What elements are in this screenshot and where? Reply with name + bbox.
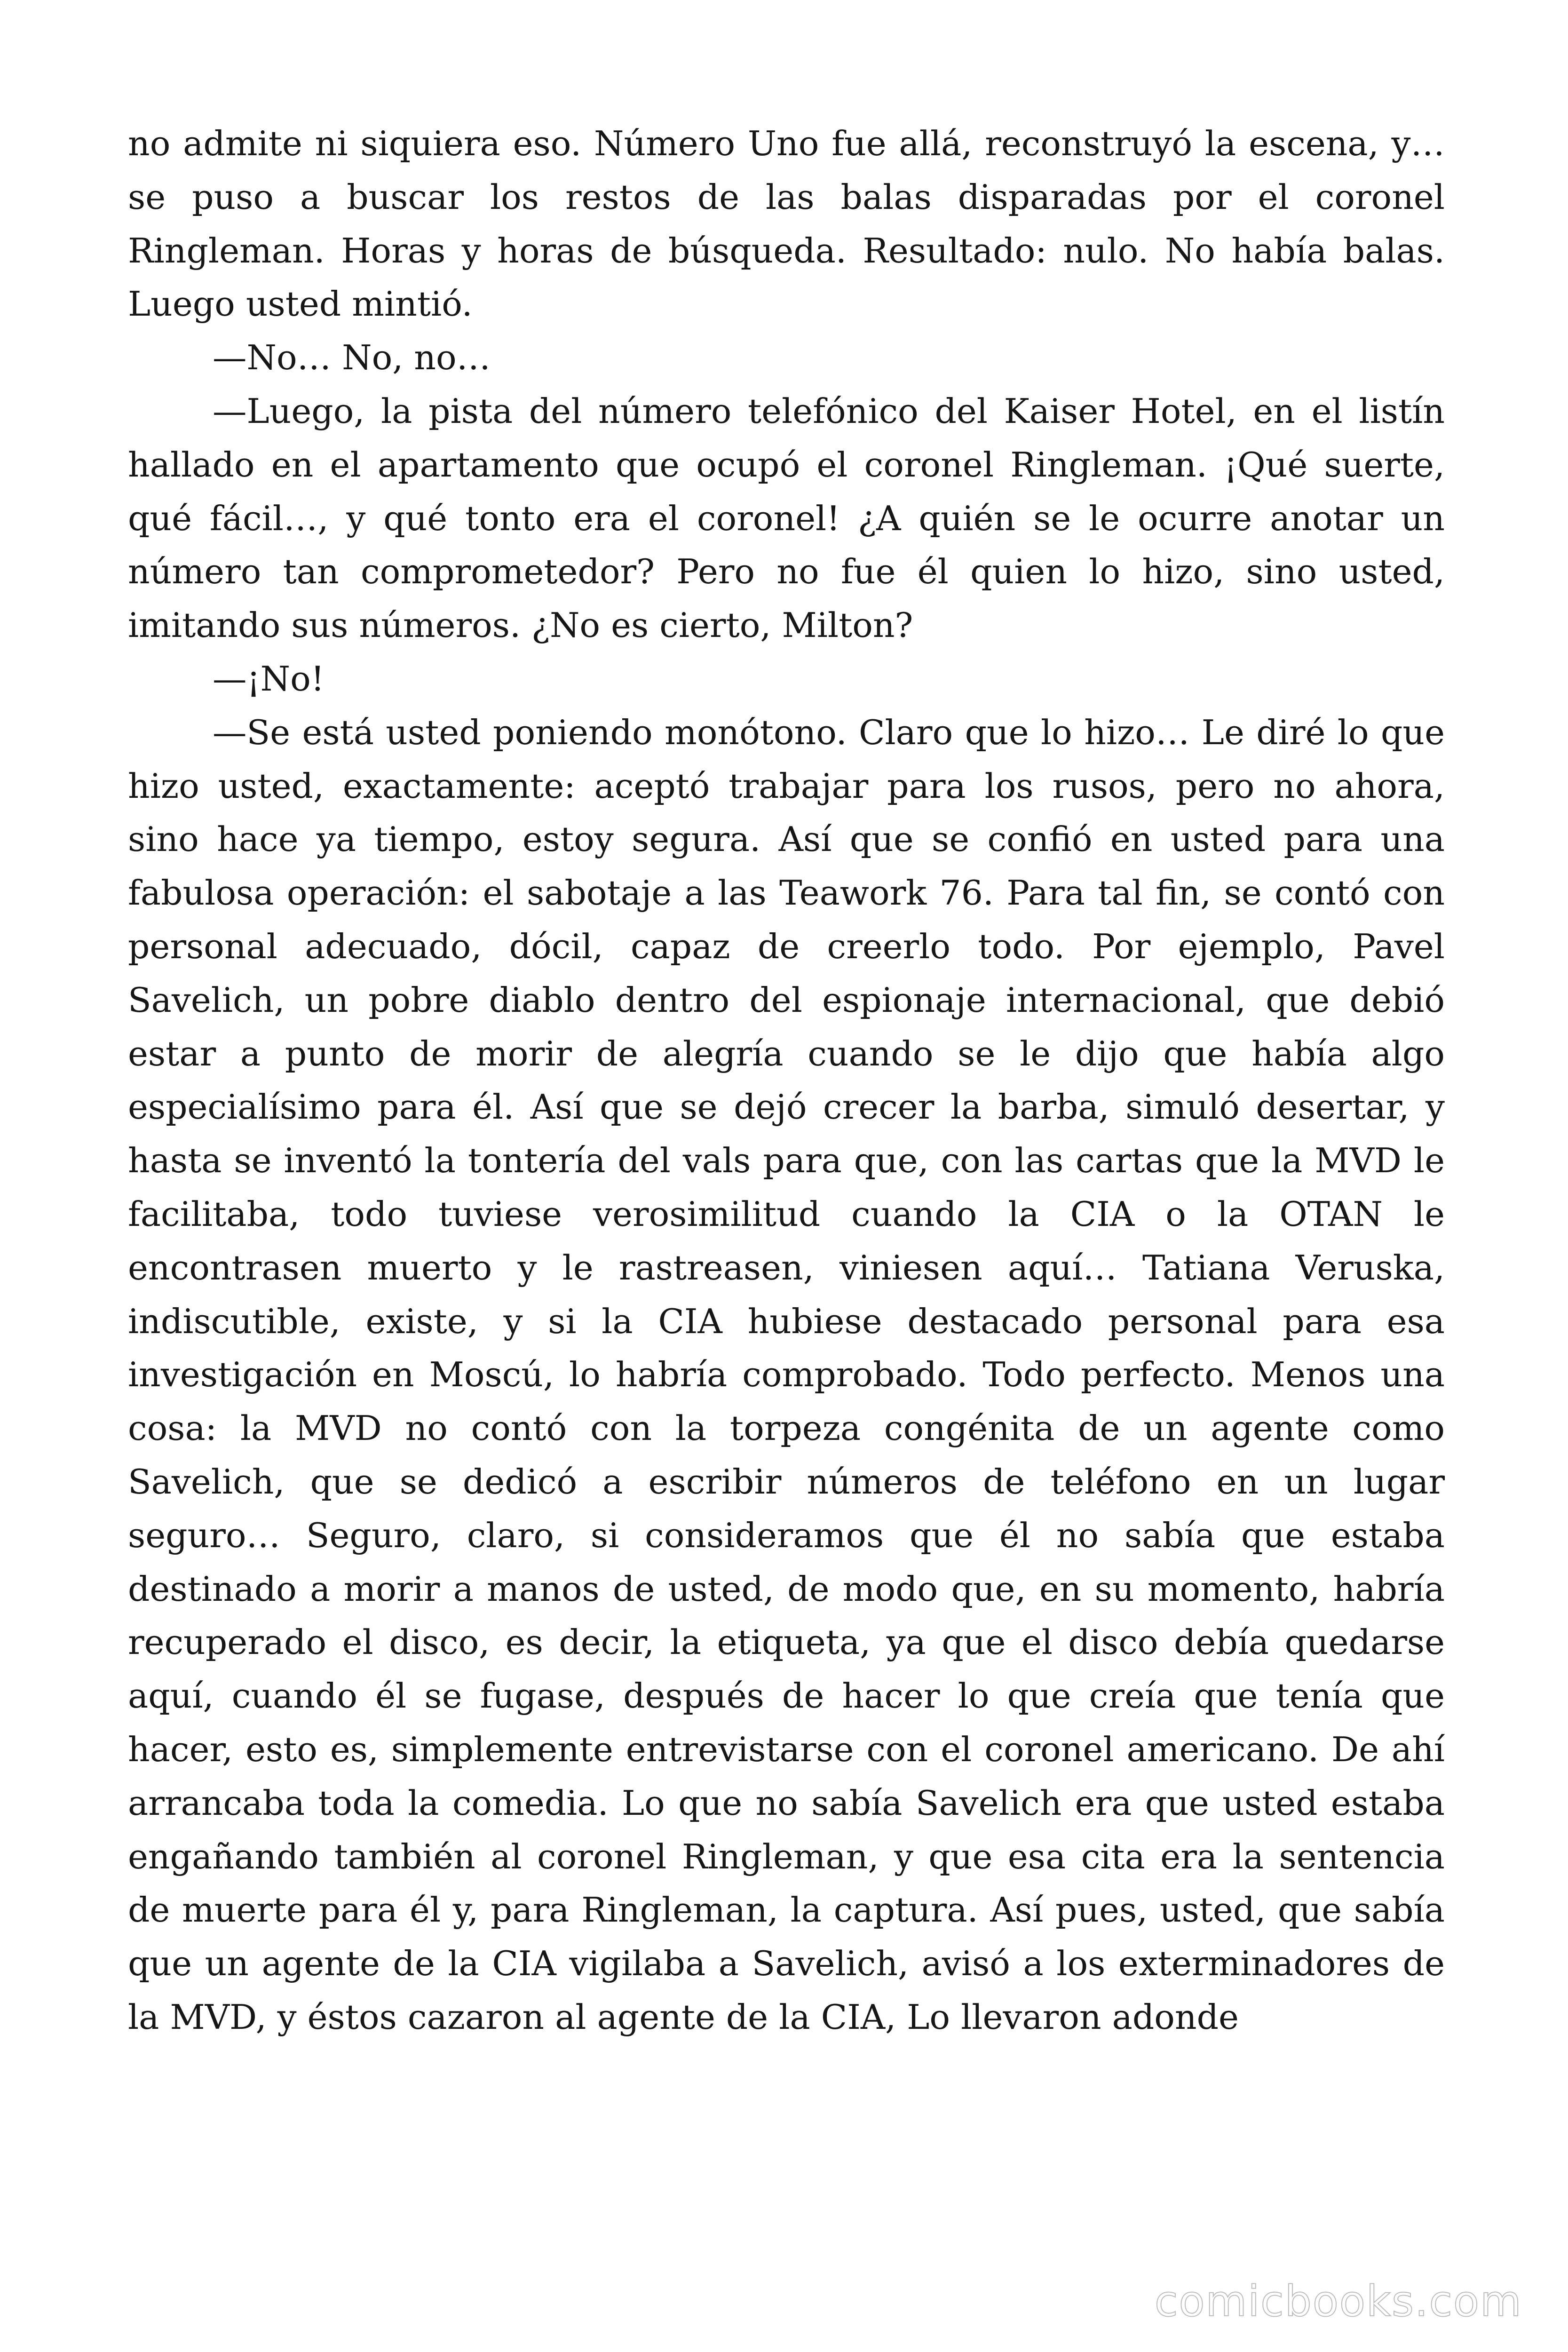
paragraph-dialogue: —Luego, la pista del número telefónico del Kaiser Hotel, en el listín hallado en el apartamento que ocupó el coronel Ringleman. ¡Qué suerte, qué fácil…, y qué tonto era el coronel! ¿A quién se le ocurre anotar un número tan comprometedor? Pero no fue él quien lo hizo, sino usted, imitando sus números. ¿No es cierto, Milton? <box>128 391 1445 646</box>
paragraph-dialogue: —No… No, no… <box>213 338 491 378</box>
watermark: comicbooks.com <box>1155 2277 1522 2326</box>
paragraph-continuation: no admite ni siquiera eso. Número Uno fue allá, reconstruyó la escena, y… se puso a buscar los restos de las balas disparadas por el coronel Ringleman. Horas y horas de búsqueda. Resultado: nulo. No había balas. Luego usted mintió. <box>128 124 1445 325</box>
page-body <box>128 118 1445 2045</box>
paragraph-dialogue: —¡No! <box>213 659 325 699</box>
paragraph-dialogue: —Se está usted poniendo monótono. Claro que lo hizo… Le diré lo que hizo usted, exactamente: aceptó trabajar para los rusos, pero no ahora, sino hace ya tiempo, estoy segura. Así que se confió en usted para una fabulosa operación: el sabotaje a las Teawork 76. Para tal fin, se contó con personal adecuado, dócil, capaz de creerlo todo. Por ejemplo, Pavel Savelich, un pobre diablo dentro del espionaje internacional, que debió estar a punto de morir de alegría cuando se le dijo que había algo especialísimo para él. Así que se dejó crecer la barba, simuló desertar, y hasta se inventó la tontería del vals para que, con las cartas que la MVD le facilitaba, todo tuviese verosimilitud cuando la CIA o la OTAN le encontrasen muerto y le rastreasen, viniesen aquí… Tatiana Veruska, indiscutible, existe, y si la CIA hubiese destacado personal para esa investigación en Moscú, lo habría comprobado. Todo perfecto. Menos una cosa: la MVD no contó con la torpeza congénita de un agente como Savelich, que se dedicó a escribir números de teléfono en un lugar seguro… Seguro, claro, si consideramos que él no sabía que estaba destinado a morir a manos de usted, de modo que, en su momento, habría recuperado el disco, es decir, la etiqueta, ya que el disco debía quedarse aquí, cuando él se fugase, después de hacer lo que creía que tenía que hacer, esto es, simplemente entrevistarse con el coronel americano. De ahí arrancaba toda la comedia. Lo que no sabía Savelich era que usted estaba engañando también al coronel Ringleman, y que esa cita era la sentencia de muerte para él y, para Ringleman, la captura. Así pues, usted, que sabía que un agente de la CIA vigilaba a Savelich, avisó a los exterminadores de la MVD, y éstos cazaron al agente de la CIA, Lo llevaron adonde <box>128 713 1445 2037</box>
